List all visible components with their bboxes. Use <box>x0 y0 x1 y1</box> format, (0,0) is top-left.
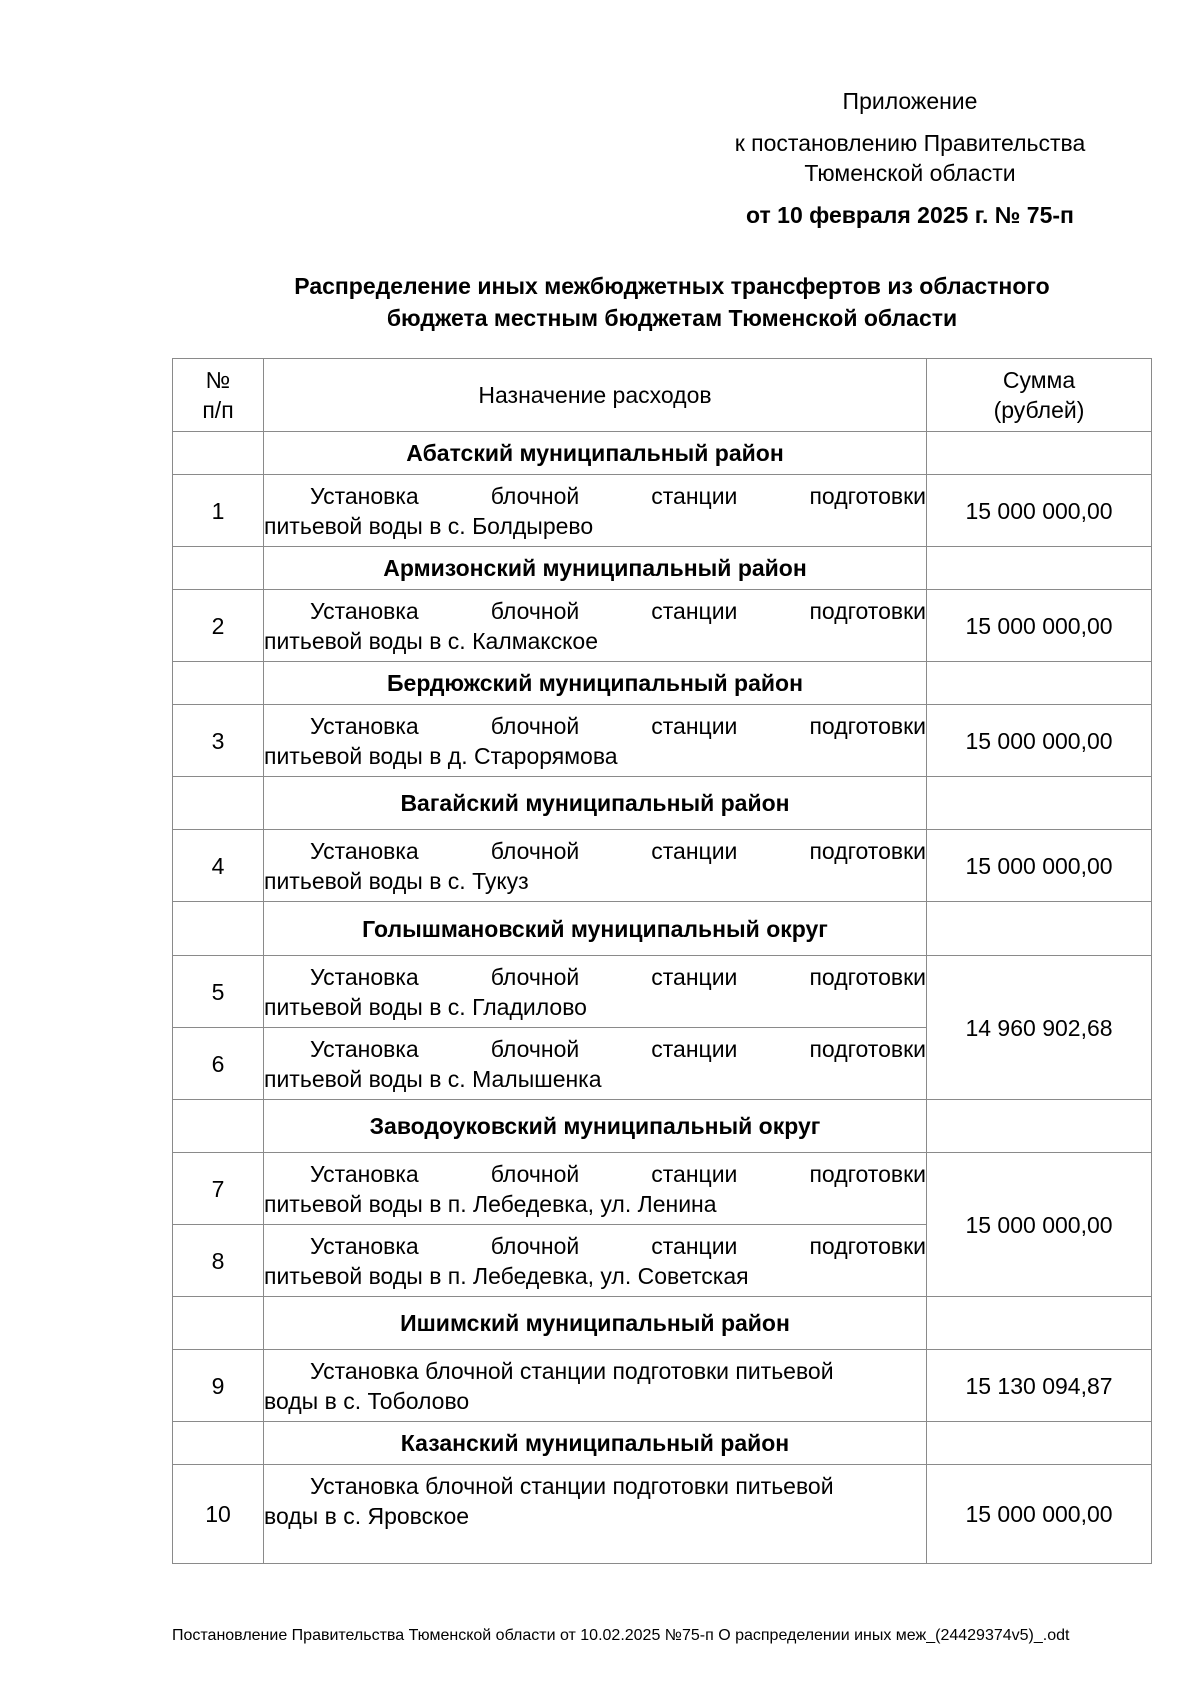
row-purpose: Установка блочной станции подготовки питьевой воды в с. Тоболово <box>264 1350 927 1422</box>
row-purpose: Установка блочной станции подготовки питьевой воды в п. Лебедевка, ул. Советская <box>264 1225 927 1297</box>
group-name: Вагайский муниципальный район <box>264 777 927 830</box>
row-purpose: Установка блочной станции подготовки питьевой воды в д. Старорямова <box>264 705 927 777</box>
row-sum: 15 000 000,00 <box>927 1153 1152 1297</box>
row-number: 10 <box>173 1465 264 1564</box>
group-row <box>173 902 1152 956</box>
row-number: 2 <box>173 590 264 662</box>
table-row <box>173 1465 1152 1564</box>
row-sum: 15 000 000,00 <box>927 590 1152 662</box>
row-number: 4 <box>173 830 264 902</box>
column-header-sum: Сумма (рублей) <box>927 359 1152 432</box>
group-row <box>173 1297 1152 1350</box>
row-number: 9 <box>173 1350 264 1422</box>
document-footer: Постановление Правительства Тюменской области от 10.02.2025 №75-п О распределении иных меж_(24429374v5)_.odt <box>172 1627 1070 1644</box>
row-purpose: Установка блочной станции подготовки питьевой воды в с. Гладилово <box>264 956 927 1028</box>
row-number: 8 <box>173 1225 264 1297</box>
document-title-line1: Распределение иных межбюджетных трансфертов из областного <box>294 273 1050 299</box>
group-row <box>173 432 1152 475</box>
group-row <box>173 1100 1152 1153</box>
row-sum: 15 000 000,00 <box>927 1465 1152 1564</box>
table-row <box>173 956 1152 1028</box>
row-purpose: Установка блочной станции подготовки питьевой воды в п. Лебедевка, ул. Ленина <box>264 1153 927 1225</box>
table-row <box>173 705 1152 777</box>
row-purpose: Установка блочной станции подготовки питьевой воды в с. Калмакское <box>264 590 927 662</box>
table-row <box>173 590 1152 662</box>
row-purpose: Установка блочной станции подготовки питьевой воды в с. Малышенка <box>264 1028 927 1100</box>
group-name: Ишимский муниципальный район <box>264 1297 927 1350</box>
group-row <box>173 547 1152 590</box>
table-row <box>173 1350 1152 1422</box>
group-row <box>173 1422 1152 1465</box>
table-row <box>173 475 1152 547</box>
row-number: 6 <box>173 1028 264 1100</box>
group-name: Армизонский муниципальный район <box>264 547 927 590</box>
row-sum: 15 000 000,00 <box>927 705 1152 777</box>
row-purpose: Установка блочной станции подготовки питьевой воды в с. Тукуз <box>264 830 927 902</box>
table-header-row <box>173 359 1152 432</box>
region-name: Тюменской области <box>804 160 1016 186</box>
row-number: 5 <box>173 956 264 1028</box>
row-number: 3 <box>173 705 264 777</box>
group-row <box>173 777 1152 830</box>
row-sum: 15 000 000,00 <box>927 475 1152 547</box>
resolution-reference: к постановлению Правительства <box>734 130 1086 156</box>
row-purpose: Установка блочной станции подготовки питьевой воды в с. Болдырево <box>264 475 927 547</box>
group-name: Абатский муниципальный район <box>264 432 927 475</box>
column-header-number: № п/п <box>173 359 264 432</box>
table-row <box>173 1153 1152 1225</box>
row-sum: 15 130 094,87 <box>927 1350 1152 1422</box>
appendix-label: Приложение <box>842 88 978 114</box>
row-sum: 15 000 000,00 <box>927 830 1152 902</box>
group-name: Заводоуковский муниципальный округ <box>264 1100 927 1153</box>
row-purpose: Установка блочной станции подготовки питьевой воды в с. Яровское <box>264 1465 927 1564</box>
row-sum: 14 960 902,68 <box>927 956 1152 1100</box>
group-name: Бердюжский муниципальный район <box>264 662 927 705</box>
table-row <box>173 830 1152 902</box>
row-number: 1 <box>173 475 264 547</box>
group-name: Казанский муниципальный район <box>264 1422 927 1465</box>
group-name: Голышмановский муниципальный округ <box>264 902 927 956</box>
row-number: 7 <box>173 1153 264 1225</box>
resolution-date-number: от 10 февраля 2025 г. № 75-п <box>746 202 1074 228</box>
column-header-purpose: Назначение расходов <box>264 359 927 432</box>
transfers-table <box>172 358 1152 1564</box>
group-row <box>173 662 1152 705</box>
document-title-line2: бюджета местным бюджетам Тюменской области <box>386 305 958 331</box>
